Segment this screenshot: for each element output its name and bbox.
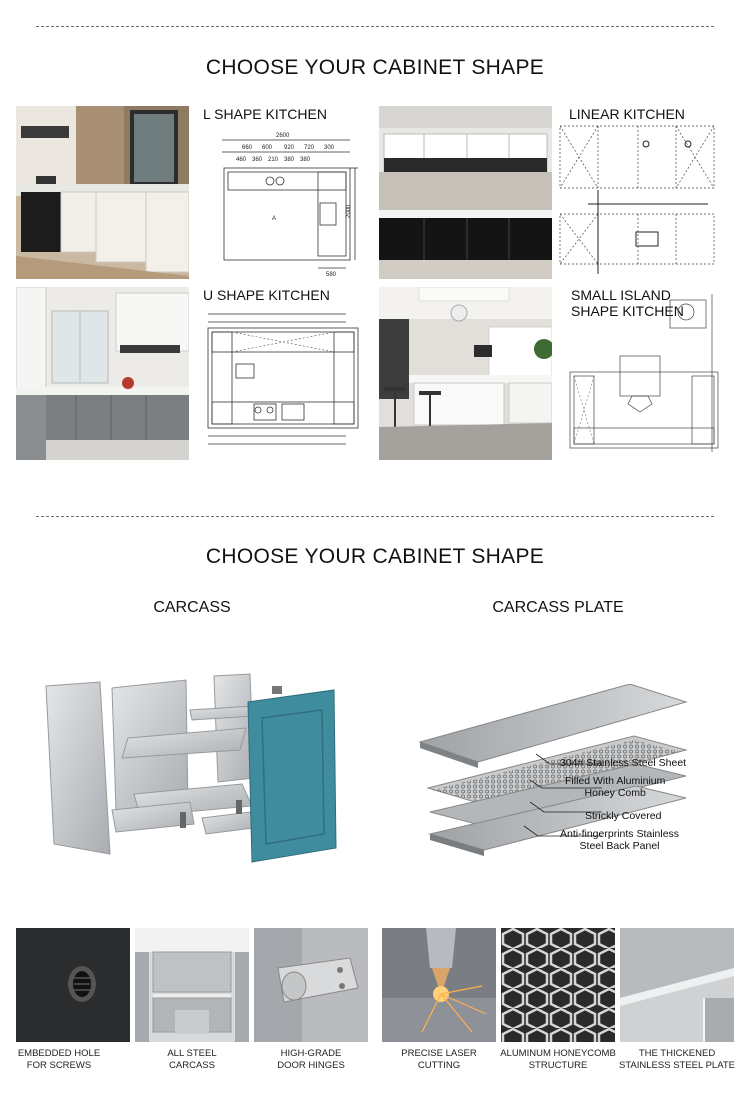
middle-divider <box>36 516 714 517</box>
feature-caption-hinges: HIGH-GRADE DOOR HINGES <box>277 1048 345 1071</box>
l-dim-row-3: 920 <box>284 145 295 151</box>
l-mark: A <box>272 216 277 222</box>
feature-thickened-plate-image <box>620 928 734 1042</box>
linear-kitchen-photo <box>379 106 552 279</box>
layer-label-covered: Strickly Covered <box>585 810 662 822</box>
feature-caption-all-steel: ALL STEEL CARCASS <box>167 1048 217 1071</box>
u-shape-floor-plan <box>196 306 362 452</box>
l-dim-row2-4: 380 <box>284 157 295 163</box>
feature-laser-cutting-image <box>382 928 496 1042</box>
l-dim-bottom: 580 <box>326 272 337 278</box>
feature-all-steel-carcass-image <box>135 928 249 1042</box>
carcass-title: CARCASS <box>153 599 231 616</box>
l-dim-side: 2000 <box>346 204 352 218</box>
feature-caption-embedded-hole: EMBEDDED HOLE FOR SCREWS <box>17 1048 101 1071</box>
l-dim-row-2: 600 <box>262 145 273 151</box>
section-heading: CHOOSE YOUR CABINET SHAPE <box>205 56 545 79</box>
l-dim-row-1: 660 <box>242 145 253 151</box>
feature-caption-plate: THE THICKENED STAINLESS STEEL PLATE <box>619 1048 735 1071</box>
l-dim-top: 2600 <box>276 133 290 139</box>
l-shape-kitchen-photo <box>16 106 189 279</box>
l-dim-row2-2: 360 <box>252 157 263 163</box>
feature-door-hinges-image <box>254 928 368 1042</box>
feature-embedded-hole-image <box>16 928 130 1042</box>
l-shape-kitchen-label: L SHAPE KITCHEN <box>203 106 327 122</box>
l-dim-row2-1: 460 <box>236 157 247 163</box>
u-shape-kitchen-photo <box>16 287 189 460</box>
feature-caption-laser: PRECISE LASER CUTTING <box>401 1048 477 1071</box>
layer-label-steel-sheet: 304# Stainless Steel Sheet <box>560 757 687 769</box>
u-shape-kitchen-label: U SHAPE KITCHEN <box>203 287 330 303</box>
linear-kitchen-label: LINEAR KITCHEN <box>569 106 685 122</box>
layer-label-honeycomb: Filled With Aluminium Honey Comb <box>565 775 666 799</box>
top-divider <box>36 26 714 27</box>
l-shape-floor-plan <box>200 128 360 280</box>
l-dim-row-4: 720 <box>304 145 315 151</box>
l-dim-row-5: 300 <box>324 145 335 151</box>
island-kitchen-label: SMALL ISLAND SHAPE KITCHEN <box>571 287 684 319</box>
layer-label-back-panel: Anti-fingerprints Stainless Steel Back Panel <box>560 828 680 852</box>
carcass-exploded-illustration <box>40 666 340 866</box>
carcass-plate-title: CARCASS PLATE <box>492 599 624 616</box>
feature-caption-honeycomb: ALUMINUM HONEYCOMB STRUCTURE <box>500 1048 616 1071</box>
island-floor-plan <box>562 292 722 458</box>
section-heading-2: CHOOSE YOUR CABINET SHAPE <box>205 545 545 568</box>
feature-honeycomb-image <box>501 928 615 1042</box>
island-kitchen-photo <box>379 287 552 460</box>
linear-floor-plan <box>558 124 718 280</box>
l-dim-row2-5: 380 <box>300 157 311 163</box>
l-dim-row2-3: 210 <box>268 157 279 163</box>
